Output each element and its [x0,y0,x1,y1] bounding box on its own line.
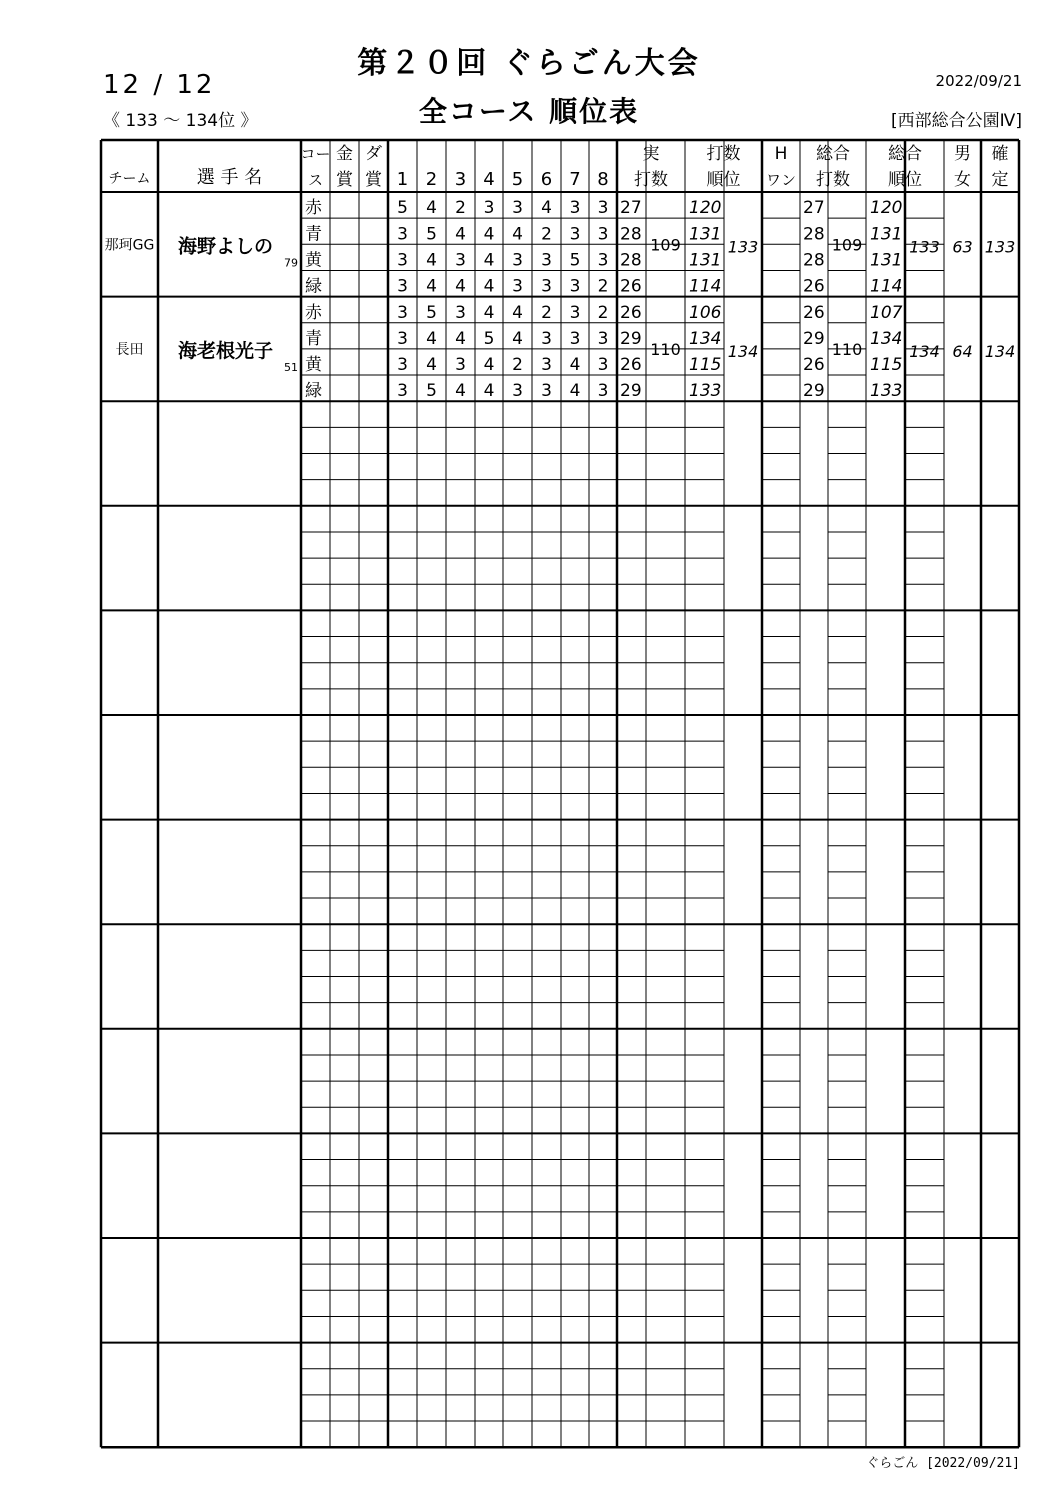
course-sum: 27 [620,198,642,219]
hole-score: 5 [483,328,495,349]
hole-score: 3 [597,355,609,376]
header-hole: 6 [540,169,553,190]
header-hole: 5 [511,169,524,190]
course-total-rank: 134 [870,328,903,349]
actual-total: 110 [650,339,681,359]
hole-score: 3 [397,302,408,323]
hole-score: 3 [541,250,552,271]
hole-score: 3 [455,250,466,271]
header-strokes-rank: 順位 [706,170,741,190]
course-rank: 131 [689,250,722,271]
course-sum: 26 [620,302,642,323]
total-rank: 133 [909,237,940,257]
hole-score: 4 [426,198,437,219]
hole-score: 5 [397,198,408,219]
header-hole: 1 [396,169,409,190]
hole-score: 3 [397,381,408,402]
hole-score: 3 [512,276,523,297]
header-total-strokes: 総合 [816,144,850,164]
hole-score: 4 [483,381,495,402]
course-total-rank: 133 [870,381,903,402]
header-hole: 3 [454,169,467,190]
course-sum: 28 [620,224,642,245]
confirmed-rank: 134 [984,341,1016,361]
total-rank: 134 [909,341,940,361]
course-total-rank: 131 [870,224,903,245]
hole-score: 3 [541,381,552,402]
course-name: 黄 [305,355,322,376]
hole-score: 3 [397,276,408,297]
sub-title: 全コース 順位表 [418,95,640,128]
course-name: 緑 [305,381,322,402]
hole-score: 4 [426,250,437,271]
course-total-sum: 27 [803,198,825,219]
course-rank: 114 [689,276,722,297]
hole-score: 3 [455,302,466,323]
course-rank: 106 [689,302,722,323]
course-total-rank: 114 [870,276,903,297]
hole-score: 3 [569,198,581,219]
header-confirmed: 確 [991,144,1009,164]
course-name: 赤 [305,198,322,219]
course-rank: 134 [689,328,722,349]
course-name: 青 [305,328,322,349]
hole-score: 3 [512,250,523,271]
hole-score: 4 [569,355,581,376]
course-rank: 115 [689,355,722,376]
course-rank: 120 [689,198,722,219]
course-rank: 131 [689,224,722,245]
header-team: チーム [108,171,151,187]
hole-score: 4 [541,198,552,219]
actual-total: 109 [650,235,681,255]
strokes-rank: 133 [727,237,759,257]
hole-score: 4 [512,302,523,323]
hole-score: 4 [483,302,495,323]
hole-score: 4 [455,224,466,245]
hole-score: 5 [426,381,437,402]
hole-score: 4 [483,224,495,245]
course-sum: 26 [620,276,642,297]
gender-rank: 64 [952,341,973,361]
page-title: 第２０回 ぐらごん大会 [357,46,701,81]
venue: [西部総合公園Ⅳ] [891,111,1022,131]
footer: ぐらごん [2022/09/21] [866,1456,1020,1471]
course-total-sum: 26 [803,355,825,376]
course-rank: 133 [689,381,722,402]
page-count: 12 / 12 [103,70,216,100]
print-date: 2022/09/21 [935,72,1022,90]
course-total-rank: 120 [870,198,903,219]
hole-score: 3 [397,355,408,376]
header-hole-in-one: H [774,144,788,164]
team-name: 那珂GG [104,237,155,254]
course-total-sum: 29 [803,381,825,402]
player-name: 海野よしの [178,235,274,258]
hole-score: 4 [483,355,495,376]
header-hole-in-one: ワン [765,171,797,189]
course-total-sum: 26 [803,302,825,323]
header-strokes-rank: 打数 [706,144,741,164]
course-sum: 28 [620,250,642,271]
hole-score: 3 [397,224,408,245]
course-total-sum: 28 [803,224,825,245]
hole-score: 2 [597,276,609,297]
course-sum: 26 [620,355,642,376]
header-hole: 7 [569,169,581,190]
course-total-sum: 26 [803,276,825,297]
header-kin: 賞 [336,170,353,190]
hole-score: 3 [397,328,408,349]
hole-score: 3 [569,328,581,349]
hole-score: 3 [483,198,495,219]
hole-score: 3 [569,224,581,245]
hole-score: 4 [483,276,495,297]
hole-score: 2 [541,302,552,323]
course-total-sum: 29 [803,328,825,349]
course-sum: 29 [620,381,642,402]
course-name: 赤 [305,302,322,323]
hole-score: 4 [483,250,495,271]
total-strokes: 110 [831,339,863,359]
hole-score: 3 [597,224,609,245]
hole-score: 4 [426,355,437,376]
header-da: ダ [365,144,382,164]
course-sum: 29 [620,328,642,349]
hole-score: 5 [426,302,437,323]
hole-score: 4 [426,276,437,297]
hole-score: 3 [569,302,581,323]
course-total-rank: 107 [870,302,903,323]
hole-score: 3 [597,198,609,219]
confirmed-rank: 133 [984,237,1016,257]
header-actual: 実 [642,144,660,164]
header-total-rank: 総合 [888,144,922,164]
player-number: 51 [284,360,298,374]
header-total-rank: 順位 [888,170,922,190]
course-total-rank: 131 [870,250,903,271]
hole-score: 2 [512,355,523,376]
header-gender: 女 [954,170,971,190]
hole-score: 3 [541,276,552,297]
hole-score: 2 [455,198,466,219]
header-gender: 男 [954,144,971,164]
hole-score: 4 [512,328,523,349]
total-strokes: 109 [831,235,863,255]
hole-score: 3 [455,355,466,376]
header-hole: 8 [597,169,609,190]
header-confirmed: 定 [991,170,1009,190]
hole-score: 2 [541,224,552,245]
player-number: 79 [284,256,298,270]
hole-score: 4 [512,224,523,245]
header-total-strokes: 打数 [816,170,850,190]
header-course: ス [307,171,324,189]
course-name: 緑 [305,276,322,297]
header-player: 選 手 名 [196,167,263,188]
player-name: 海老根光子 [178,339,274,362]
hole-score: 3 [541,328,552,349]
hole-score: 4 [569,381,581,402]
course-name: 青 [305,224,322,245]
hole-score: 3 [512,381,523,402]
hole-score: 3 [597,381,609,402]
course-total-sum: 28 [803,250,825,271]
hole-score: 4 [455,276,466,297]
strokes-rank: 134 [727,341,759,361]
hole-score: 3 [512,198,523,219]
hole-score: 4 [455,381,466,402]
header-course: コー [300,145,331,163]
course-total-rank: 115 [870,355,903,376]
course-name: 黄 [305,250,322,271]
header-kin: 金 [336,144,353,164]
hole-score: 3 [597,328,609,349]
header-hole: 4 [483,169,495,190]
hole-score: 5 [426,224,437,245]
hole-score: 4 [426,328,437,349]
header-hole: 2 [425,169,438,190]
header-actual: 打数 [634,170,668,190]
hole-score: 4 [455,328,466,349]
hole-score: 2 [597,302,609,323]
hole-score: 3 [597,250,609,271]
hole-score: 3 [569,276,581,297]
hole-score: 3 [397,250,408,271]
team-name: 長田 [115,341,144,358]
hole-score: 3 [541,355,552,376]
gender-rank: 63 [952,237,973,257]
hole-score: 5 [569,250,581,271]
rank-range: 《 133 ～ 134位 》 [103,111,258,131]
header-da: 賞 [365,170,382,190]
